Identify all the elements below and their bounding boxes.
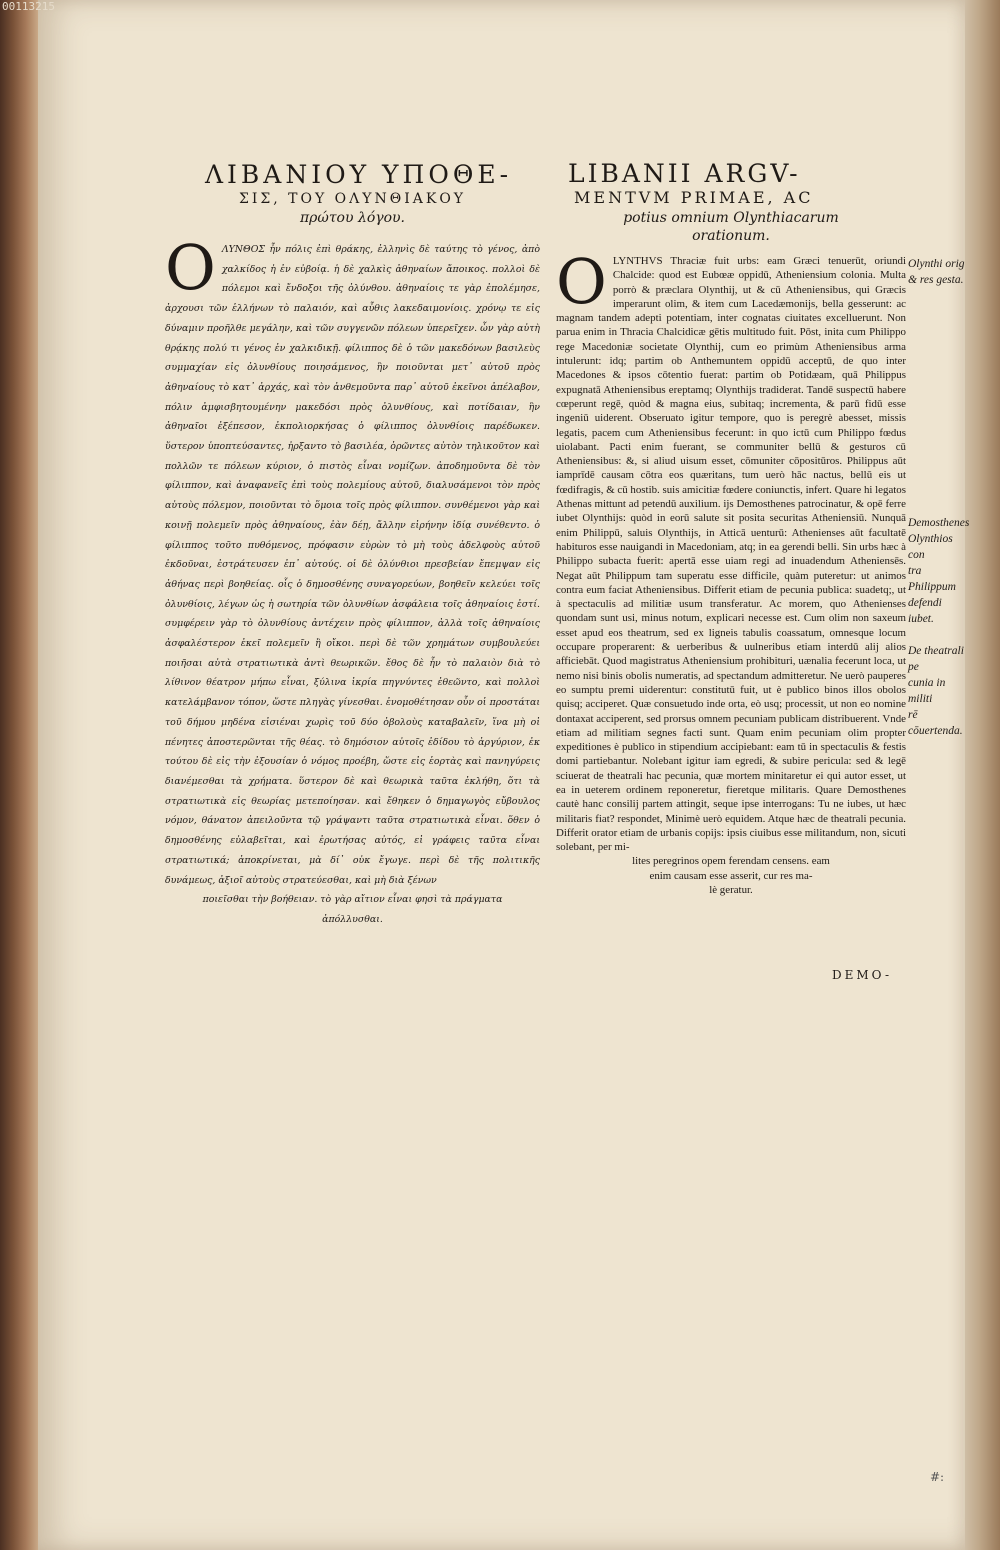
latin-body-text: LYNTHVS Thraciæ fuit urbs: eam Græci tenuerūt, oriundi Chalcide: quod est Eubœæ oppidū, Atheniensium colonia. Multa porrò & præclara Olynthij, ut & cū Atheniensibus, qui Græcis imperarunt olim, & item cum Lacedæmonijs, bella gesserunt: ac magnam tandem adepti potentiam, inter cognatas ciuitates excelluerunt. Non parua enim in Thracia Chalcidicæ gētis multitudo fuit. Pōst, inita cum Philippo rege Macedoniæ societate Olynthij, cum eo primùm Atheniensibus arma intulerunt: idq; partim ob Anthemuntem oppidū acceptū, de quo inter Macedones & ipsos cōtentio fuerat: partim ob Potidæam, quā Philippus expugnatā Atheniensibus ereptamq; Olynthijs tradiderat. Tandē suspectū habere cœperunt regē, quòd & magna eius, subitaq; incrementa, & parū fidū esse ingeniū uiderent. Obseruato igitur tempore, quo is peregrè abesset, missis legatis, pacem cum Atheniensibus fecerunt: in quo ictū cum Philippo fœdus uiolabant. Pacti enim fuerant, se communiter bellū & gesturos cū Atheniensibus: &, si aliud uisum esset, cōmuniter cōpositūros. Philippus aūt iamprīdē causam cōtra eos quæritans, tum uerò hāc nactus, bellū eis ut fœdifragis, & cū hostib. suis amicitiæ fœdere coniunctis, infert. Quare hi legatos Athenas mittunt ad petendū auxilium. ijs Demosthenes patrocinatur, & opē ferre iubet Olynthijs: quòd in eorū salute sit posita securitas Atheniensiū. Nunquā enim Philippū, saluis Olynthijs, in Atticā uenturū: Athenienses aūt facultatē habituros esse nauigandi in Macedoniam, atq; in ea gerendi belli. Sin urbs hæc à Philippo subacta fuerit: apertā esse uiam regi ad inuadendum Atheniensēs. Negat aūt Philippum tam superatu esse difficile, quàm puteretur: ut animos contra eum faciat Atheniensibus. Differit etiam de pecunia publica: suadetq;, ut à spectaculis ad militiæ usum transferatur. Ac morem, quo Athenienses quondam sunt usi, minus notum, explicari necesse est. Cum olim non saxeum esset apud eos theatrum, sed ex ligneis tabulis coassatum, omnesque locum occupare properarent: & uerberibus & uulneribus etiam interdū alij alios afficiebāt. Quod magistratus Atheniensium prohibituri, uænalia fecerunt loca, ut nemo nisi binis obolis numeratis, ad spectandum admitteretur. Ne uerò pauperes eo sumptu premi uiderentur: constitutū fuit, ut è publico binos illos obolos quisq; acciperet. Quæ consuetudo inde orta, eò usq; processit, ut non eo nomine dontaxat acciperent, sed prorsus omnem pecuniam publicam distribuerent. Vnde etiam ad militiam segnes facti sunt. Quam enim pecuniam olim propter expeditiones è publico in stipendium accipiebant: eam tū in spectaculis & festis domi partiebantur. Nolebant igitur iam egredi, & subire pericula: sed & legē sciuerat de theatrali hac pecunia, quæ mortem minitaretur ei qui autor esset, ut ea in ueterem ordinem reponeretur, fieretque militaris. Quare Demosthenes cautè hanc consilij partem attingit, seque ipse interrogans: Tu ne iubes, ut hæc militaris fiat? respondet, Minimè uerò equidem. Atque hæc de theatrali pecunia. Differit orator etiam de urbanis copijs: ipsis ciuibus esse militandum, non, sicuti solebant, per mi- <box>556 255 907 854</box>
margin-note-line: cunia in militi <box>908 677 946 705</box>
page-edge <box>965 0 1000 1550</box>
greek-subtitle-2: πρώτου λόγου. <box>299 210 406 226</box>
book-binding <box>0 0 38 1550</box>
latin-dropcap: O <box>556 245 607 318</box>
margin-note-line: tra Philippum <box>908 565 956 593</box>
margin-note-demosthenes <box>908 515 968 627</box>
margin-note-line: & res gesta. <box>908 274 964 286</box>
latin-subtitle-2: potius omnium Olynthiacarum <box>623 210 839 226</box>
greek-body-text: ΛΥΝΘΟΣ ἦν πόλις ἐπὶ θράκης, ἑλληνὶς δὲ ταύτης τὸ γένος, ἀπὸ χαλκίδος ἡ ἐν εὐβοίᾳ. ἡ δὲ χαλκὶς ἀθηναίων ἄποικος. πολλοὶ δὲ πόλεμοι καὶ ἔνδοξοι τῆς ὀλύνθου. ἀθηναίοις τε γὰρ ἐπολέμησε, ἀρχουσι τῶν ἑλλήνων τὸ παλαιόν, καὶ αὖθις λακεδαιμονίοις. χρόνῳ τε εἰς δύναμιν προῆλθε μεγάλην, καὶ τῶν συγγενῶν πόλεων ὑπερεῖχεν. ὧν γὰρ αὐτὴ θρᾴκης πολύ τι γένος ἐν χαλκιδικῇ. φίλιππος δὲ ὁ τῶν μακεδόνων βασιλεὺς συμμαχίαν εἰς ὀλυνθίους ποιησάμενος, ἣν ποιοῦνται μετ᾽ αὐτοῦ πρὸς ἀθηναίους τὸ κατ᾽ ἀρχάς, καὶ τὸν ἀνθεμοῦντα παρ᾽ αὐτοῦ ἐκεῖνοι ἀπέλαβον, πόλιν ἀμφισβητουμένην μακεδόσι πρὸς ὀλυνθίους, καὶ ποτίδαιαν, ἣν ἀθηναῖοι ἐξέπεσον, ἐκπολιορκήσας ὁ φίλιππος ὀλυνθίοις παρέδωκεν. ὕστερον ὑποπτεύσαντες, ἠρξαντο τὸ βασιλέα, ὁρῶντες αὐτὸν τηλικοῦτον καὶ πολλῶν τε πόλεων κύριον, ὁ πιστὸς εἶναι νομίζων. ἀποδημοῦντα δὲ τὸν φίλιππον, καὶ ἀναφανεῖς ἐπὶ τοὺς πολεμίους αὐτοῦ, διαλυσάμενοι τὸν πρὸς αὐτοὺς πόλεμον, ποιοῦνται τὸ ὅμοια τοῖς πρὸς φίλιππον. συνθέμενοι γὰρ καὶ κοινῇ πολεμεῖν πρὸς ἀθηναίους, ἐὰν δέῃ, ἄλλην εἰρήνην ἰδίᾳ συνέθεντο. ὁ φίλιππος τοῦτο πυθόμενος, πρόφασιν εὑρὼν τὸ μὴ τοὺς ἀδελφοὺς αὐτοῦ ἐκδοῦναι, ἐστράτευσεν ἐπ᾽ αὐτούς. οἱ δὲ ὀλύνθιοι πρεσβείαν ἔπεμψαν εἰς ἀθήνας περὶ βοηθείας. οἷς ὁ δημοσθένης συναγορεύων, βοηθεῖν κελεύει τοῖς ὀλυνθίοις, λέγων ὡς ἡ σωτηρία τῶν ὀλυνθίων ἀσφάλεια τοῖς ἀθηναίοις ἐστί. συμφέρειν γὰρ τὸ ὀλυνθίους ἀντέχειν πρὸς φίλιππον, ἀλλὰ τοῖς ἀθηναίοις ἀσφαλέστερον ἐκεῖ πολεμεῖν ἢ οἴκοι. περὶ δὲ τῶν χρημάτων συμβουλεύει ποιῆσαι αὐτὰ στρατιωτικὰ ἀντὶ θεωρικῶν. ἔθος δὲ ἦν τὸ παλαιὸν διὰ τὸ λίθινον θέατρον μήπω εἶναι, ξύλινα ἰκρία πηγνύντες ἐθεῶντο, καὶ πολλοὶ κατελάμβανον τόπον, ὥστε πληγὰς γίνεσθαι. ἐνομοθέτησαν οὖν οἱ προστάται τοῦ δήμου μηδένα εἰσιέναι χωρὶς τοῦ δύο ὀβολοὺς καταβαλεῖν, ἵνα μὴ οἱ πένητες ἀποστερῶνται τῆς θέας. τὸ δημόσιον αὐτοῖς ἐδίδου τὸ ἀργύριον, ἐκ τούτου δὲ εἰς τὴν ἐξουσίαν ὁ νόμος προέβη, ὥστε εἰς ἑορτὰς καὶ πανηγύρεις διανέμεσθαι τὰ χρήματα. ὕστερον δὲ καὶ θεωρικὰ ταῦτα ἐκλήθη, ὅτι τὰ στρατιωτικὰ εἰς θεωρίας μετεποίησαν. καὶ ἔθηκεν ὁ δημαγωγὸς εὔβουλος νόμον, θάνατον ἀπειλοῦντα τῷ γράψαντι ταῦτα στρατιωτικὰ εἶναι. ὅθεν ὁ δημοσθένης εὐλαβεῖται, καὶ ἐρωτήσας αὐτός, εἰ γράφεις ταῦτα εἶναι στρατιωτικά; ἀποκρίνεται, μὰ δί᾽ οὐκ ἔγωγε. περὶ δὲ τῆς πολιτικῆς δυνάμεως, ἀξιοῖ αὐτοὺς στρατεύεσθαι, καὶ μὴ διὰ ξένων <box>165 244 540 886</box>
latin-subtitle: MENTVM PRIMAE, AC <box>574 188 814 207</box>
greek-column <box>165 160 540 930</box>
greek-tail-line-2: ἀπόλλυσθαι. <box>322 913 383 925</box>
latin-subtitle-3: orationum. <box>692 228 770 244</box>
latin-tail-line-2: enim causam esse asserit, cur res ma- <box>649 869 813 882</box>
margin-note-line: Demosthenes <box>908 517 970 529</box>
margin-note-line: Olynthios con <box>908 533 953 561</box>
folio-mark: #: <box>930 1470 945 1484</box>
latin-column <box>556 160 906 897</box>
margin-note-line: defendi iubet. <box>908 597 942 625</box>
latin-tail-line-3: lè geratur. <box>709 884 753 897</box>
greek-tail-line-1: ποιεῖσθαι τὴν βοήθειαν. τὸ γὰρ αἴτιον εἶναι φησὶ τὰ πράγματα <box>202 894 503 906</box>
margin-note-origin <box>908 256 968 288</box>
margin-note-line: Olynthi orig <box>908 258 965 270</box>
greek-subtitle: ΣΙΣ, ΤΟΥ ΟΛΥΝΘΙΑΚΟΥ <box>238 191 467 207</box>
reference-id: 00113215 <box>2 0 55 13</box>
catchword: DEMO- <box>832 968 892 982</box>
latin-title: LIBANII ARGV- <box>568 159 801 188</box>
margin-note-line: rē cōuertenda. <box>908 709 963 737</box>
margin-note-line: De theatrali pe <box>908 645 964 673</box>
margin-note-theatral <box>908 643 968 739</box>
latin-tail-line-1: lites peregrinos opem ferendam censens. eam <box>632 855 830 868</box>
greek-title: ΛΙΒΑΝΙΟΥ ΥΠΟΘΕ- <box>205 160 513 189</box>
greek-dropcap: Ο <box>165 231 216 304</box>
